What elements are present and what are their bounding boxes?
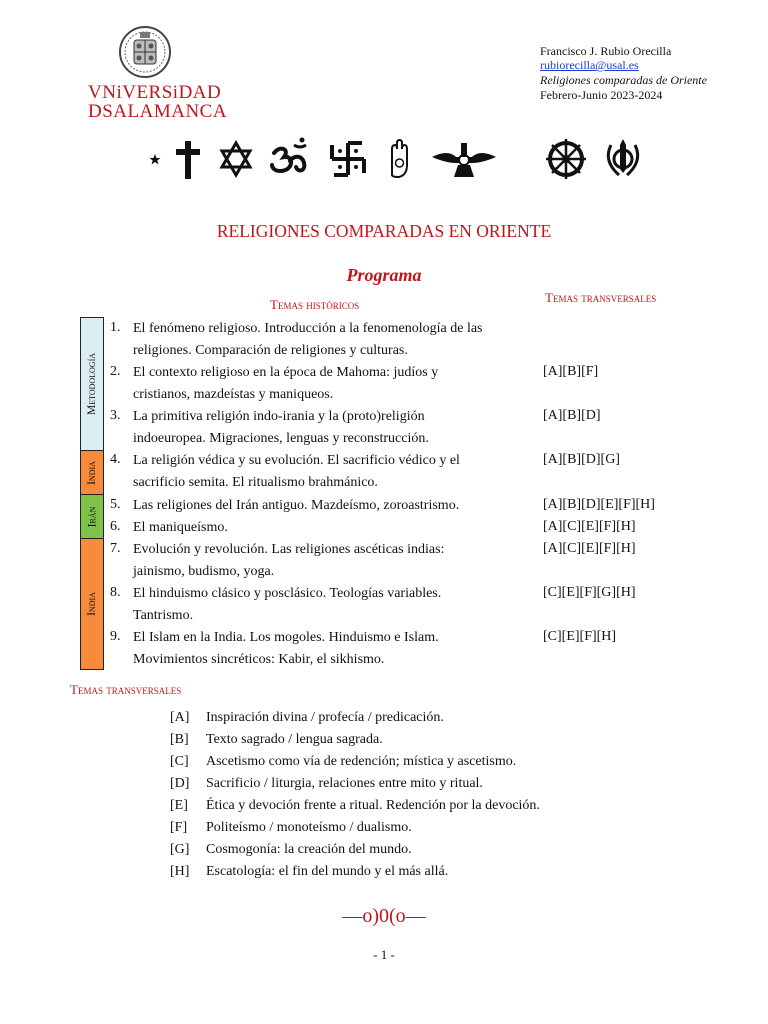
topic-tags: [A][B][D] <box>543 408 601 423</box>
university-seal-icon <box>118 25 172 79</box>
section-separator: —o)0(o— <box>342 905 426 927</box>
swastika-icon <box>328 135 368 183</box>
transversal-key: [F] <box>170 820 188 835</box>
transversal-text: Ética y devoción frente a ritual. Redención por la devoción. <box>206 798 540 813</box>
side-label-iran: Irán <box>80 494 104 539</box>
transversal-text: Cosmogonía: la creación del mundo. <box>206 842 412 857</box>
document-title: RELIGIONES COMPARADAS EN ORIENTE <box>216 221 552 241</box>
transversal-text: Escatología: el fin del mundo y el más allá. <box>206 864 449 879</box>
transversal-text: Inspiración divina / profecía / predicación. <box>206 710 444 725</box>
topic-tags: [A][B][D][E][F][H] <box>543 497 655 512</box>
topic-text: Evolución y revolución. Las religiones ascéticas indias: jainismo, budismo, yoga. <box>133 542 445 579</box>
faravahar-icon <box>430 135 498 183</box>
column-header-historicos: Temas históricos <box>270 297 360 312</box>
transversal-text: Texto sagrado / lengua sagrada. <box>206 732 383 747</box>
university-name-line2: DSALAMANCA <box>88 101 228 122</box>
topic-tags: [A][C][E][F][H] <box>543 519 636 534</box>
column-header-transversales: Temas transversales <box>545 290 657 305</box>
topic-number: 8. <box>110 585 121 600</box>
transversal-text: Politeísmo / monoteísmo / dualismo. <box>206 820 412 835</box>
crescent-star-icon <box>128 135 164 183</box>
topic-number: 7. <box>110 541 121 556</box>
transversal-key: [G] <box>170 842 190 857</box>
transversal-key: [D] <box>170 776 190 791</box>
transversal-key: [A] <box>170 710 190 725</box>
page-number: - 1 - <box>373 947 395 962</box>
topic-tags: [A][C][E][F][H] <box>543 541 636 556</box>
transversal-key: [C] <box>170 754 189 769</box>
section-title-transversales: Temas transversales <box>70 682 182 697</box>
topic-tags: [C][E][F][G][H] <box>543 585 636 600</box>
topic-tags: [A][B][F] <box>543 364 599 379</box>
author-name: Francisco J. Rubio Orecilla <box>540 44 672 58</box>
topic-text: El maniqueísmo. <box>133 520 228 535</box>
cross-icon <box>172 135 204 183</box>
course-term: Febrero-Junio 2023-2024 <box>540 88 663 102</box>
topic-tags: [C][E][F][H] <box>543 629 617 644</box>
transversal-text: Sacrificio / liturgia, relaciones entre mito y ritual. <box>206 776 483 791</box>
jain-hand-icon <box>384 135 414 183</box>
transversal-key: [H] <box>170 864 190 879</box>
dharma-wheel-icon <box>543 135 589 183</box>
topic-text: La primitiva religión indo-irania y la (proto)religión indoeuropea. Migraciones, lenguas y reconstrucción. <box>133 409 429 446</box>
topic-text: El contexto religioso en la época de Mahoma: judíos y cristianos, mazdeístas y maniqueos. <box>133 365 439 402</box>
section-title-programa: Programa <box>346 265 422 285</box>
topic-tags: [A][B][D][G] <box>543 452 620 467</box>
transversal-key: [B] <box>170 732 189 747</box>
topic-text: El fenómeno religioso. Introducción a la fenomenología de las religiones. Comparación de religiones y culturas. <box>133 321 483 358</box>
university-name-line1: VNiVERSiDAD <box>88 82 222 103</box>
author-email-link[interactable]: rubiorecilla@usal.es <box>540 58 639 72</box>
topic-number: 2. <box>110 364 121 379</box>
topic-number: 1. <box>110 320 121 335</box>
topic-text: Las religiones del Irán antiguo. Mazdeísmo, zoroastrismo. <box>133 498 460 513</box>
side-label-india-1: India <box>80 450 104 495</box>
topic-text: El Islam en la India. Los mogoles. Hinduismo e Islam. Movimientos sincréticos: Kabir, el sikhismo. <box>133 630 439 667</box>
topic-text: El hinduismo clásico y posclásico. Teologías variables. Tantrismo. <box>133 586 442 623</box>
side-label-india-2: India <box>80 538 104 670</box>
transversal-key: [E] <box>170 798 188 813</box>
side-label-metodologia: Metodología <box>80 317 104 451</box>
topic-number: 9. <box>110 629 121 644</box>
om-icon <box>268 135 312 183</box>
topic-number: 6. <box>110 519 121 534</box>
topic-number: 4. <box>110 452 121 467</box>
topic-number: 5. <box>110 497 121 512</box>
topic-number: 3. <box>110 408 121 423</box>
star-of-david-icon <box>218 135 254 183</box>
khanda-icon <box>603 135 643 183</box>
transversal-text: Ascetismo como vía de redención; mística y ascetismo. <box>206 754 517 769</box>
course-name: Religiones comparadas de Oriente <box>540 73 707 87</box>
topic-text: La religión védica y su evolución. El sacrificio védico y el sacrificio semita. El ritualismo brahmánico. <box>133 453 460 490</box>
